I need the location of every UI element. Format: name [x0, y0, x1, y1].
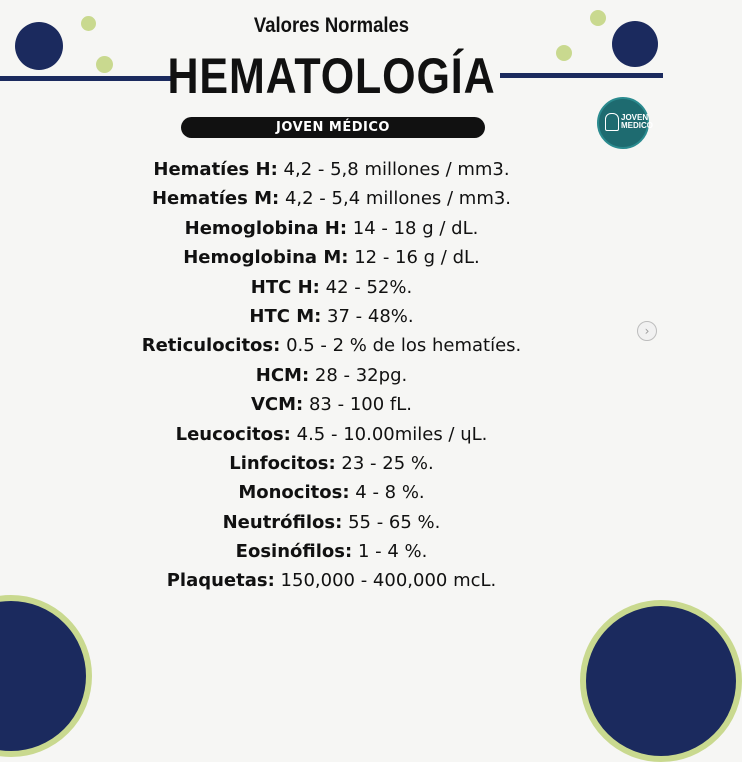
parameter-name: Plaquetas:: [166, 570, 275, 592]
list-item: [0, 155, 663, 184]
logo-text-line1: JOVEN: [621, 113, 649, 122]
parameter-value: 14 - 18 g / dL.: [352, 217, 479, 239]
list-item: [0, 331, 663, 360]
parameter-value: 42 - 52%.: [325, 276, 413, 298]
parameter-name: HTC H:: [250, 276, 320, 298]
decor-arc-left: [0, 595, 92, 757]
parameter-value: 0.5 - 2 % de los hematíes.: [286, 335, 522, 357]
carousel-next-button[interactable]: [637, 321, 657, 341]
decor-arc-right: [580, 600, 742, 762]
parameter-value: 4.5 - 10.00miles / ɥL.: [296, 423, 488, 445]
parameter-value: 150,000 - 400,000 mcL.: [280, 570, 497, 592]
parameter-name: Hemoglobina H:: [184, 217, 348, 239]
list-item: [0, 566, 663, 595]
parameter-name: VCM:: [250, 394, 304, 416]
list-item: [0, 449, 663, 478]
parameter-value: 55 - 65 %.: [348, 511, 441, 533]
page-subtitle: Valores Normales: [253, 14, 410, 37]
list-item: [0, 184, 663, 213]
parameter-name: Monocitos:: [238, 482, 350, 504]
parameter-value: 37 - 48%.: [327, 305, 414, 327]
list-item: [0, 243, 663, 272]
parameter-value: 4,2 - 5,4 millones / mm3.: [284, 188, 512, 210]
list-item: [0, 390, 663, 419]
parameter-name: Hematíes M:: [151, 188, 280, 210]
brand-pill: JOVEN MÉDICO: [181, 117, 485, 138]
parameter-value: 4 - 8 %.: [355, 482, 425, 504]
parameter-name: Hematíes H:: [153, 159, 278, 180]
parameter-name: Eosinófilos:: [235, 541, 353, 563]
parameter-name: HCM:: [255, 364, 310, 386]
list-item: [0, 273, 663, 302]
chevron-right-icon: ›: [644, 324, 650, 338]
logo-text-line2: MEDICO: [621, 121, 653, 130]
list-item: [0, 302, 663, 331]
parameter-value: 23 - 25 %.: [341, 452, 434, 474]
list-item: [0, 420, 663, 449]
parameter-name: Leucocitos:: [175, 423, 291, 445]
list-item: [0, 537, 663, 566]
joven-medico-logo: [597, 97, 653, 149]
parameter-value: 12 - 16 g / dL.: [354, 247, 480, 269]
doctor-figure-icon: [605, 113, 619, 131]
parameter-value: 1 - 4 %.: [357, 541, 428, 563]
parameter-name: Linfocitos:: [229, 452, 336, 474]
parameter-name: Neutrófilos:: [222, 511, 343, 533]
parameter-value: 83 - 100 fL.: [308, 394, 412, 416]
parameter-value: 4,2 - 5,8 millones / mm3.: [283, 159, 510, 180]
parameter-name: HTC M:: [249, 305, 322, 327]
list-item: [0, 478, 663, 507]
reference-values-list: [0, 155, 663, 596]
parameter-name: Reticulocitos:: [141, 335, 281, 357]
list-item: [0, 508, 663, 537]
list-item: [0, 361, 663, 390]
list-item: [0, 214, 663, 243]
page-title: HEMATOLOGÍA: [167, 48, 496, 104]
parameter-value: 28 - 32pg.: [314, 364, 408, 386]
parameter-name: Hemoglobina M:: [183, 247, 349, 269]
